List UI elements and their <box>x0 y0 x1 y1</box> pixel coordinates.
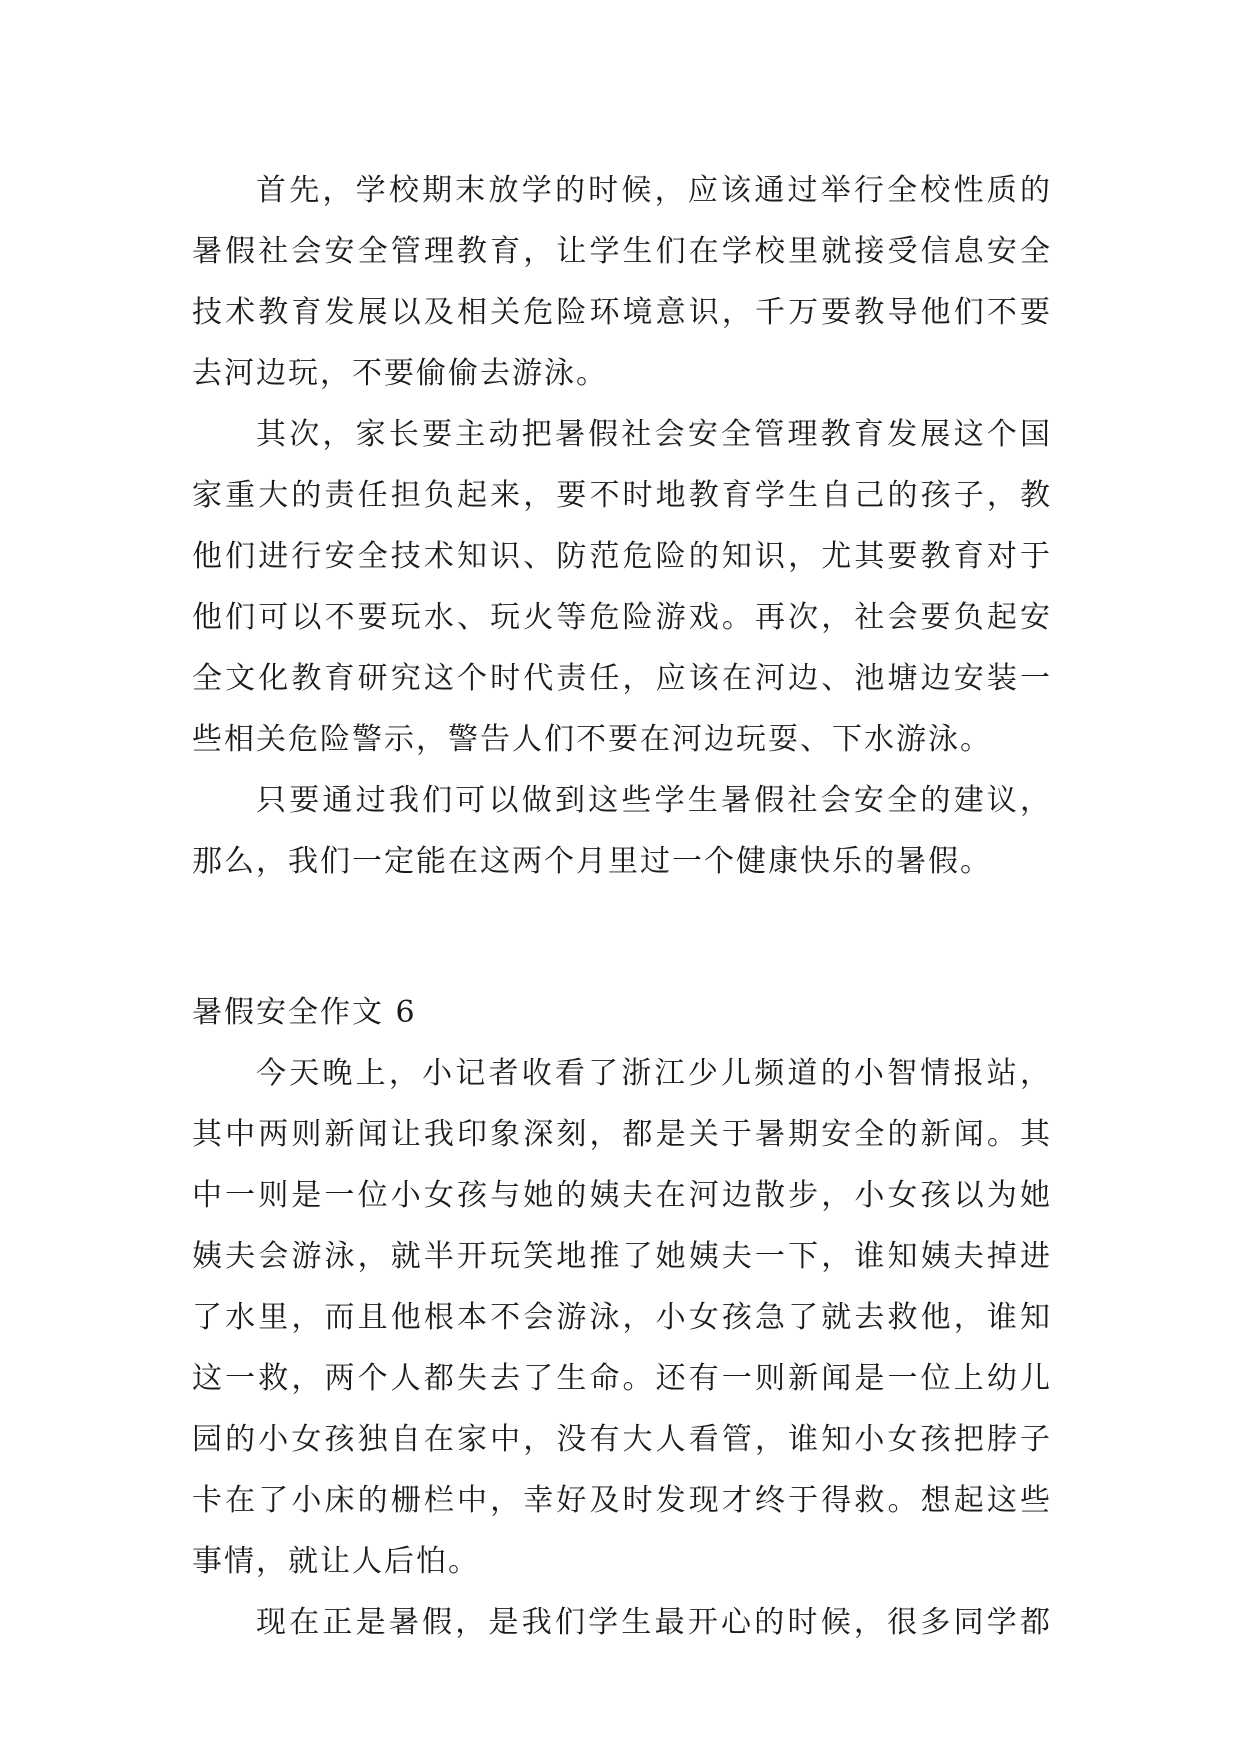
section-body-text <box>192 1043 1052 1653</box>
text-line: 事情，就让人后怕。 <box>192 1544 480 1579</box>
text-line: 那么，我们一定能在这两个月里过一个健康快乐的暑假。 <box>192 844 992 879</box>
text-line: 他们可以不要玩水、玩火等危险游戏。再次，社会要负起安 <box>192 600 1052 635</box>
text-line: 姨夫会游泳，就半开玩笑地推了她姨夫一下，谁知姨夫掉进 <box>192 1239 1052 1274</box>
text-line: 他们进行安全技术知识、防范危险的知识，尤其要教育对于 <box>192 539 1052 574</box>
section-title: 暑假安全作文 6 <box>192 995 417 1030</box>
body-text <box>192 160 1052 892</box>
text-line: 家重大的责任担负起来，要不时地教育学生自己的孩子，教 <box>192 478 1052 513</box>
text-line: 现在正是暑假，是我们学生最开心的时候，很多同学都 <box>256 1605 1052 1640</box>
text-line: 只要通过我们可以做到这些学生暑假社会安全的建议， <box>256 783 1052 818</box>
section-gap <box>192 892 1052 983</box>
text-line: 这一救，两个人都失去了生命。还有一则新闻是一位上幼儿 <box>192 1361 1052 1396</box>
text-line: 去河边玩，不要偷偷去游泳。 <box>192 356 608 391</box>
text-line: 中一则是一位小女孩与她的姨夫在河边散步，小女孩以为她 <box>192 1178 1052 1213</box>
text-line: 全文化教育研究这个时代责任，应该在河边、池塘边安装一 <box>192 661 1052 696</box>
text-line: 卡在了小床的栅栏中，幸好及时发现才终于得救。想起这些 <box>192 1483 1052 1518</box>
text-line: 其中两则新闻让我印象深刻，都是关于暑期安全的新闻。其 <box>192 1117 1052 1152</box>
document-page <box>192 160 1052 1653</box>
text-line: 些相关危险警示，警告人们不要在河边玩耍、下水游泳。 <box>192 722 992 757</box>
text-line: 园的小女孩独自在家中，没有大人看管，谁知小女孩把脖子 <box>192 1422 1052 1457</box>
text-line: 暑假社会安全管理教育，让学生们在学校里就接受信息安全 <box>192 234 1052 269</box>
text-line: 今天晚上，小记者收看了浙江少儿频道的小智情报站， <box>256 1056 1052 1091</box>
text-line: 技术教育发展以及相关危险环境意识，千万要教导他们不要 <box>192 295 1052 330</box>
text-line: 了水里，而且他根本不会游泳，小女孩急了就去救他，谁知 <box>192 1300 1052 1335</box>
text-line: 首先，学校期末放学的时候，应该通过举行全校性质的 <box>256 173 1052 208</box>
text-line: 其次，家长要主动把暑假社会安全管理教育发展这个国 <box>256 417 1052 452</box>
